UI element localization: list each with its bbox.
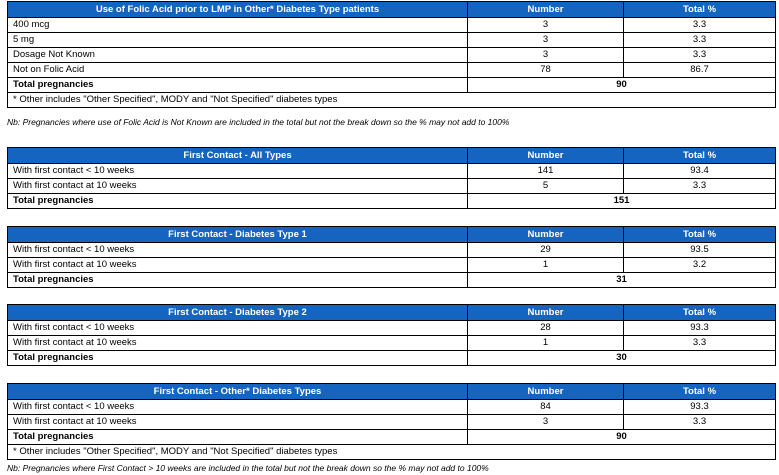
row-label: With first contact at 10 weeks xyxy=(8,179,468,194)
total-row xyxy=(8,430,776,445)
row-percent: 3.3 xyxy=(624,336,776,351)
table-row xyxy=(8,18,776,33)
row-percent: 3.3 xyxy=(624,179,776,194)
row-label: With first contact < 10 weeks xyxy=(8,164,468,179)
table-row xyxy=(8,48,776,63)
row-number: 1 xyxy=(468,336,624,351)
total-label: Total pregnancies xyxy=(8,351,468,366)
row-label: With first contact at 10 weeks xyxy=(8,258,468,273)
row-number: 84 xyxy=(468,400,624,415)
row-number: 5 xyxy=(468,179,624,194)
row-percent: 3.3 xyxy=(624,33,776,48)
footnote: * Other includes "Other Specified", MODY and "Not Specified" diabetes types xyxy=(8,93,776,108)
row-label: With first contact at 10 weeks xyxy=(8,336,468,351)
row-label: With first contact < 10 weeks xyxy=(8,321,468,336)
row-number: 141 xyxy=(468,164,624,179)
total-label: Total pregnancies xyxy=(8,430,468,445)
total-value: 31 xyxy=(468,273,776,288)
column-header: Total % xyxy=(624,384,776,400)
table-row xyxy=(8,415,776,430)
table-row xyxy=(8,321,776,336)
first-contact-all-table xyxy=(7,147,776,209)
row-label: Not on Folic Acid xyxy=(8,63,468,78)
total-row xyxy=(8,194,776,209)
table-row xyxy=(8,400,776,415)
row-percent: 3.3 xyxy=(624,48,776,63)
row-label: 5 mg xyxy=(8,33,468,48)
total-row xyxy=(8,351,776,366)
column-header: Number xyxy=(468,2,624,18)
table-row xyxy=(8,336,776,351)
total-label: Total pregnancies xyxy=(8,273,468,288)
column-header: Number xyxy=(468,384,624,400)
row-percent: 93.5 xyxy=(624,243,776,258)
table-header-row xyxy=(8,384,776,400)
row-percent: 86.7 xyxy=(624,63,776,78)
row-label: Dosage Not Known xyxy=(8,48,468,63)
column-header: Number xyxy=(468,305,624,321)
total-row xyxy=(8,273,776,288)
first-contact-other-table xyxy=(7,383,776,460)
footnote: * Other includes "Other Specified", MODY and "Not Specified" diabetes types xyxy=(8,445,776,460)
row-percent: 93.4 xyxy=(624,164,776,179)
row-percent: 3.3 xyxy=(624,415,776,430)
table-row xyxy=(8,164,776,179)
column-header: Number xyxy=(468,227,624,243)
table-header-row xyxy=(8,227,776,243)
total-value: 90 xyxy=(468,78,776,93)
row-label: With first contact at 10 weeks xyxy=(8,415,468,430)
row-label: With first contact < 10 weeks xyxy=(8,400,468,415)
first-contact-type1-table xyxy=(7,226,776,288)
row-percent: 93.3 xyxy=(624,321,776,336)
column-header: Total % xyxy=(624,2,776,18)
column-header: Use of Folic Acid prior to LMP in Other* Diabetes Type patients xyxy=(8,2,468,18)
table-row xyxy=(8,33,776,48)
row-number: 3 xyxy=(468,415,624,430)
table-row xyxy=(8,243,776,258)
row-number: 3 xyxy=(468,33,624,48)
row-number: 29 xyxy=(468,243,624,258)
row-number: 28 xyxy=(468,321,624,336)
column-header: First Contact - Diabetes Type 2 xyxy=(8,305,468,321)
row-number: 3 xyxy=(468,18,624,33)
column-header: First Contact - Diabetes Type 1 xyxy=(8,227,468,243)
first-contact-type2-table xyxy=(7,304,776,366)
footnote-row xyxy=(8,445,776,460)
total-label: Total pregnancies xyxy=(8,194,468,209)
row-number: 3 xyxy=(468,48,624,63)
column-header: Number xyxy=(468,148,624,164)
column-header: Total % xyxy=(624,227,776,243)
column-header: First Contact - All Types xyxy=(8,148,468,164)
row-label: 400 mcg xyxy=(8,18,468,33)
column-header: Total % xyxy=(624,305,776,321)
total-row xyxy=(8,78,776,93)
row-percent: 3.3 xyxy=(624,18,776,33)
row-percent: 3.2 xyxy=(624,258,776,273)
table-header-row xyxy=(8,305,776,321)
total-value: 90 xyxy=(468,430,776,445)
folic-acid-table xyxy=(7,1,776,108)
row-percent: 93.3 xyxy=(624,400,776,415)
row-label: With first contact < 10 weeks xyxy=(8,243,468,258)
table-header-row xyxy=(8,148,776,164)
table-header-row xyxy=(8,2,776,18)
column-header: First Contact - Other* Diabetes Types xyxy=(8,384,468,400)
table-row xyxy=(8,179,776,194)
table-note: Nb: Pregnancies where use of Folic Acid is Not Known are included in the total but not the break down so the % may not add to 100% xyxy=(7,117,510,127)
table-row xyxy=(8,258,776,273)
row-number: 1 xyxy=(468,258,624,273)
table-note: Nb: Pregnancies where First Contact > 10 weeks are included in the total but not the break down so the % may not add to 100% xyxy=(7,463,489,473)
table-row xyxy=(8,63,776,78)
row-number: 78 xyxy=(468,63,624,78)
total-label: Total pregnancies xyxy=(8,78,468,93)
total-value: 151 xyxy=(468,194,776,209)
column-header: Total % xyxy=(624,148,776,164)
footnote-row xyxy=(8,93,776,108)
total-value: 30 xyxy=(468,351,776,366)
